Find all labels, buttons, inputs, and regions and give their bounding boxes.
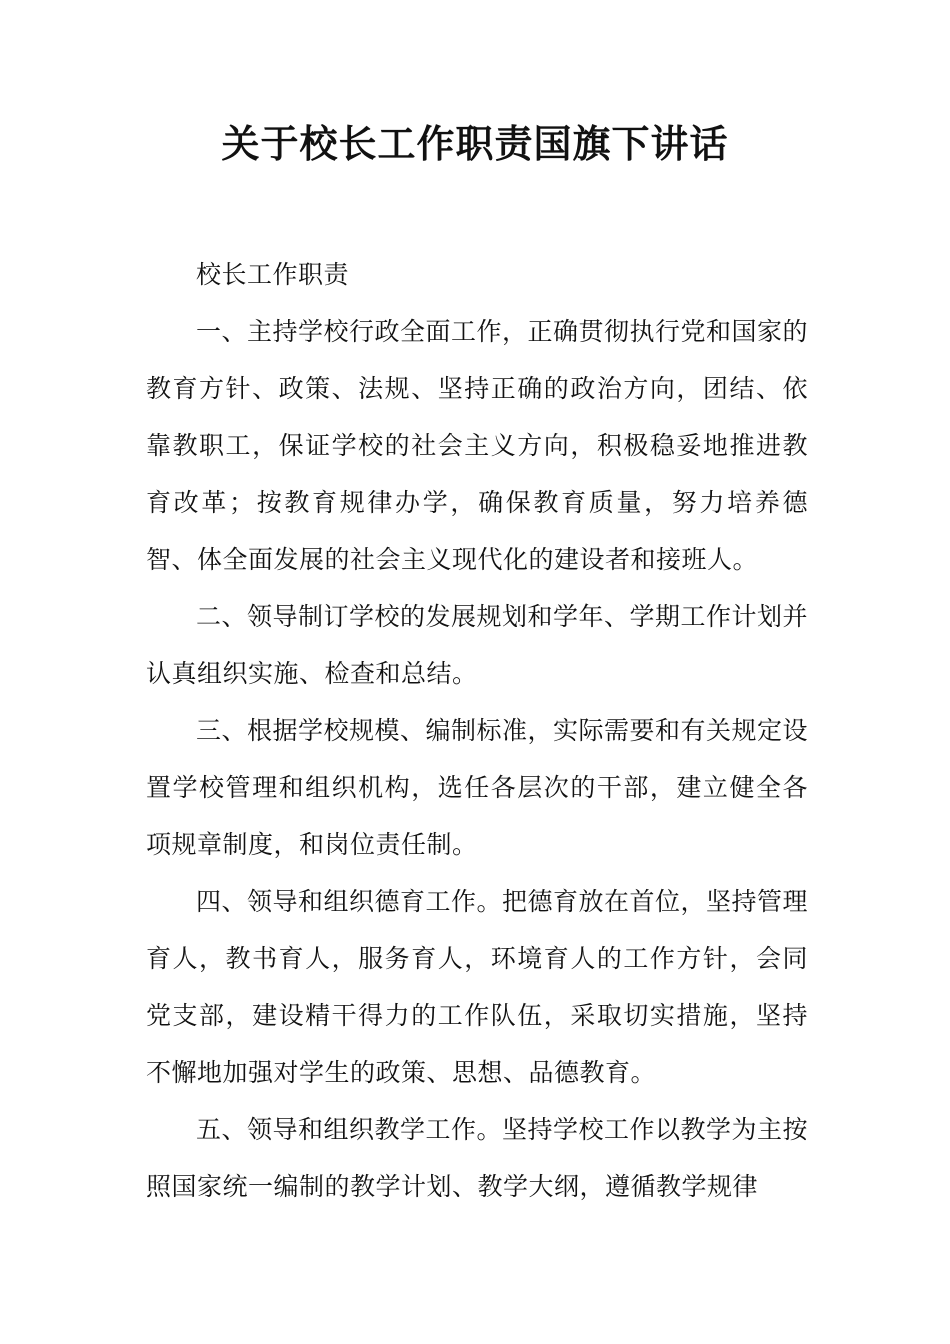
paragraph-duty-5: 五、领导和组织教学工作。坚持学校工作以教学为主按照国家统一编制的教学计划、教学大纲，遵循教学规律	[146, 1115, 809, 1201]
section-heading: 校长工作职责	[196, 260, 350, 289]
paragraph-duty-4: 四、领导和组织德育工作。把德育放在首位，坚持管理育人，教书育人，服务育人，环境育人的工作方针，会同党支部，建设精干得力的工作队伍，采取切实措施，坚持不懈地加强对学生的政策、思想、品德教育。	[146, 887, 809, 1087]
document-body	[146, 246, 808, 1215]
paragraph-duty-1: 一、主持学校行政全面工作，正确贯彻执行党和国家的教育方针、政策、法规、坚持正确的政治方向，团结、依靠教职工，保证学校的社会主义方向，积极稳妥地推进教育改革；按教育规律办学，确保教育质量，努力培养德智、体全面发展的社会主义现代化的建设者和接班人。	[146, 317, 809, 574]
paragraph-duty-2: 二、领导制订学校的发展规划和学年、学期工作计划并认真组织实施、检查和总结。	[146, 602, 809, 688]
paragraph-duty-3: 三、根据学校规模、编制标准，实际需要和有关规定设置学校管理和组织机构，选任各层次的干部，建立健全各项规章制度，和岗位责任制。	[146, 716, 809, 859]
document-title: 关于校长工作职责国旗下讲话	[221, 121, 729, 166]
